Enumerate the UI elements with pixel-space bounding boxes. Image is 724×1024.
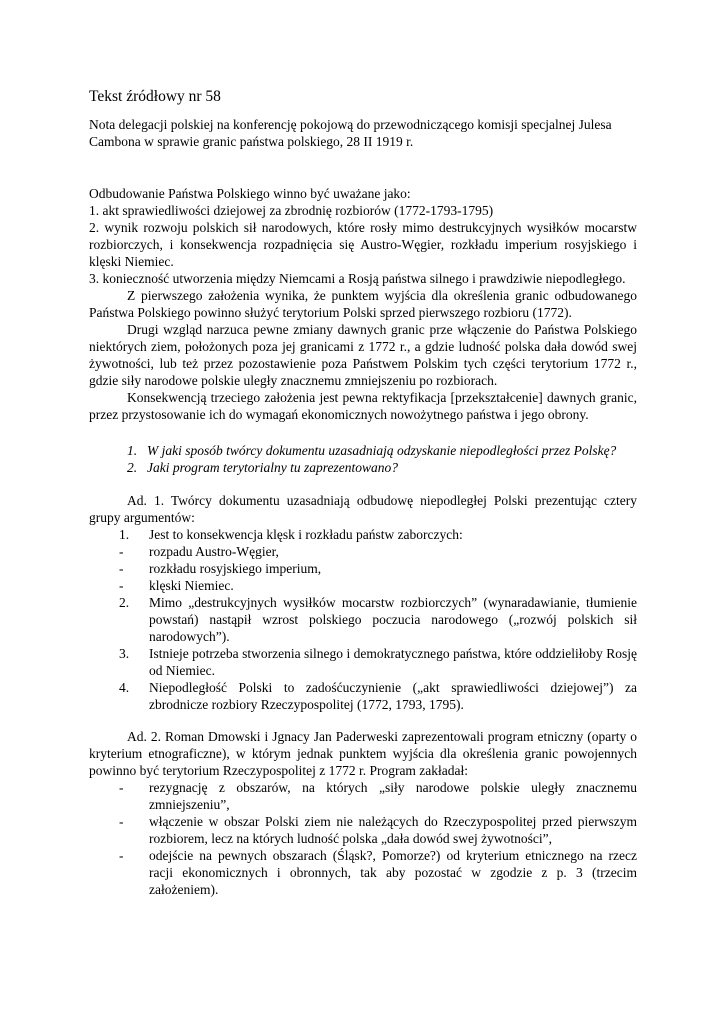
document-page xyxy=(89,88,637,913)
question-number: 1. xyxy=(127,443,138,458)
answer-1-list xyxy=(89,526,637,713)
question-item xyxy=(127,459,637,476)
answer-1 xyxy=(89,492,637,713)
source-lead: Odbudowanie Państwa Polskiego winno być uważane jako: xyxy=(89,186,411,201)
document-subtitle: Nota delegacji polskiej na konferencję pokojową do przewodniczącego komisji specjalnej Julesa Cambona w sprawie granic państwa polskiego, 28 II 1919 r. xyxy=(89,117,612,149)
question-text: Jaki program terytorialny tu zaprezentowano? xyxy=(147,460,398,475)
answer-2 xyxy=(89,728,637,898)
list-item xyxy=(89,813,637,847)
source-text xyxy=(89,185,637,423)
list-item xyxy=(89,526,637,543)
list-marker: - xyxy=(119,578,124,593)
list-marker: - xyxy=(119,544,124,559)
list-item xyxy=(89,847,637,898)
list-item-text: Mimo „destrukcyjnych wysiłków mocarstw rozbiorczych” (wynaradawianie, tłumienie powstań) nastąpił wzrost polskiego poczucia narodowego („rozwój polskich sił narodowych”). xyxy=(149,595,637,644)
list-item-text: Jest to konsekwencja klęsk i rozkładu państw zaborczych: xyxy=(149,527,463,542)
list-item xyxy=(89,543,637,560)
question-number: 2. xyxy=(127,460,138,475)
list-item xyxy=(89,679,637,713)
question-item xyxy=(127,442,637,459)
list-item-text: Istnieje potrzeba stworzenia silnego i demokratycznego państwa, które oddzieliłoby Rosję od Niemiec. xyxy=(149,646,637,678)
answer-2-lead: Ad. 2. Roman Dmowski i Jgnacy Jan Paderweski zaprezentowali program etniczny (oparty o kryterium etnograficzne), w którym jednak punktem wyjścia dla określenia granic powojennych powinno być terytorium Rzeczypospolitej z 1772 r. Program zakładał: xyxy=(89,729,637,778)
list-marker: 4. xyxy=(119,680,130,695)
source-point: 2. wynik rozwoju polskich sił narodowych, które rosły mimo destrukcyjnych wysiłków mocarstw rozbiorczych, i konsekwencja rozpadnięcia się Austro-Węgier, rozkładu imperium rosyjskiego i klęski Niemiec. xyxy=(89,220,637,269)
list-item-text: Niepodległość Polski to zadośćuczynienie („akt sprawiedliwości dziejowej”) za zbrodnicze rozbiory Rzeczypospolitej (1772, 1793, 1795). xyxy=(149,680,637,712)
list-item xyxy=(89,560,637,577)
list-marker: - xyxy=(119,780,124,795)
list-item xyxy=(89,645,637,679)
source-point: 1. akt sprawiedliwości dziejowej za zbrodnię rozbiorów (1772-1793-1795) xyxy=(89,203,494,218)
question-text: W jaki sposób twórcy dokumentu uzasadniają odzyskanie niepodległości przez Polskę? xyxy=(147,443,617,458)
list-item xyxy=(89,779,637,813)
source-paragraph: Drugi wzgląd narzuca pewne zmiany dawnych granic prze włączenie do Państwa Polskiego niektórych ziem, położonych poza jej granicami z 1772 r., a gdzie ludność polska dała dowód swej żywotności, lub też przez pozostawienie poza Państwem Polskim tych części terytorium 1772 r., gdzie siły narodowe polskie uległy znacznemu zmniejszeniu po rozbiorach. xyxy=(89,322,637,388)
list-marker: 1. xyxy=(119,527,130,542)
document-title: Tekst źródłowy nr 58 xyxy=(89,88,221,105)
list-item xyxy=(89,594,637,645)
source-paragraph: Konsekwencją trzeciego założenia jest pewna rektyfikacja [przekształcenie] dawnych granic, przez przystosowanie ich do wymagań ekonomicznych nowożytnego państwa i jego obrony. xyxy=(89,390,637,422)
list-marker: - xyxy=(119,561,124,576)
list-item-text: rozkładu rosyjskiego imperium, xyxy=(149,561,322,576)
source-paragraph: Z pierwszego założenia wynika, że punktem wyjścia dla określenia granic odbudowanego Państwa Polskiego powinno służyć terytorium Polski sprzed pierwszego rozbioru (1772). xyxy=(89,288,637,320)
list-marker: 3. xyxy=(119,646,130,661)
list-marker: 2. xyxy=(119,595,130,610)
list-item xyxy=(89,577,637,594)
list-item-text: klęski Niemiec. xyxy=(149,578,234,593)
list-item-text: rezygnację z obszarów, na których „siły narodowe polskie uległy znacznemu zmniejszeniu”, xyxy=(149,780,637,812)
list-item-text: rozpadu Austro-Węgier, xyxy=(149,544,279,559)
answer-2-list xyxy=(89,779,637,898)
questions-list xyxy=(127,442,637,476)
answer-1-lead: Ad. 1. Twórcy dokumentu uzasadniają odbudowę niepodległej Polski prezentując cztery grupy argumentów: xyxy=(89,493,637,525)
list-item-text: włączenie w obszar Polski ziem nie należących do Rzeczypospolitej przed pierwszym rozbiorem, lecz na których ludność polska „dała dowód swej żywotności”, xyxy=(149,814,637,846)
list-marker: - xyxy=(119,814,124,829)
source-point: 3. konieczność utworzenia między Niemcami a Rosją państwa silnego i prawdziwie niepodległego. xyxy=(89,271,626,286)
list-marker: - xyxy=(119,848,124,863)
list-item-text: odejście na pewnych obszarach (Śląsk?, Pomorze?) od kryterium etnicznego na rzecz racji ekonomicznych i obronnych, tak aby pozostać w zgodzie z p. 3 (trzecim założeniem). xyxy=(149,848,637,897)
